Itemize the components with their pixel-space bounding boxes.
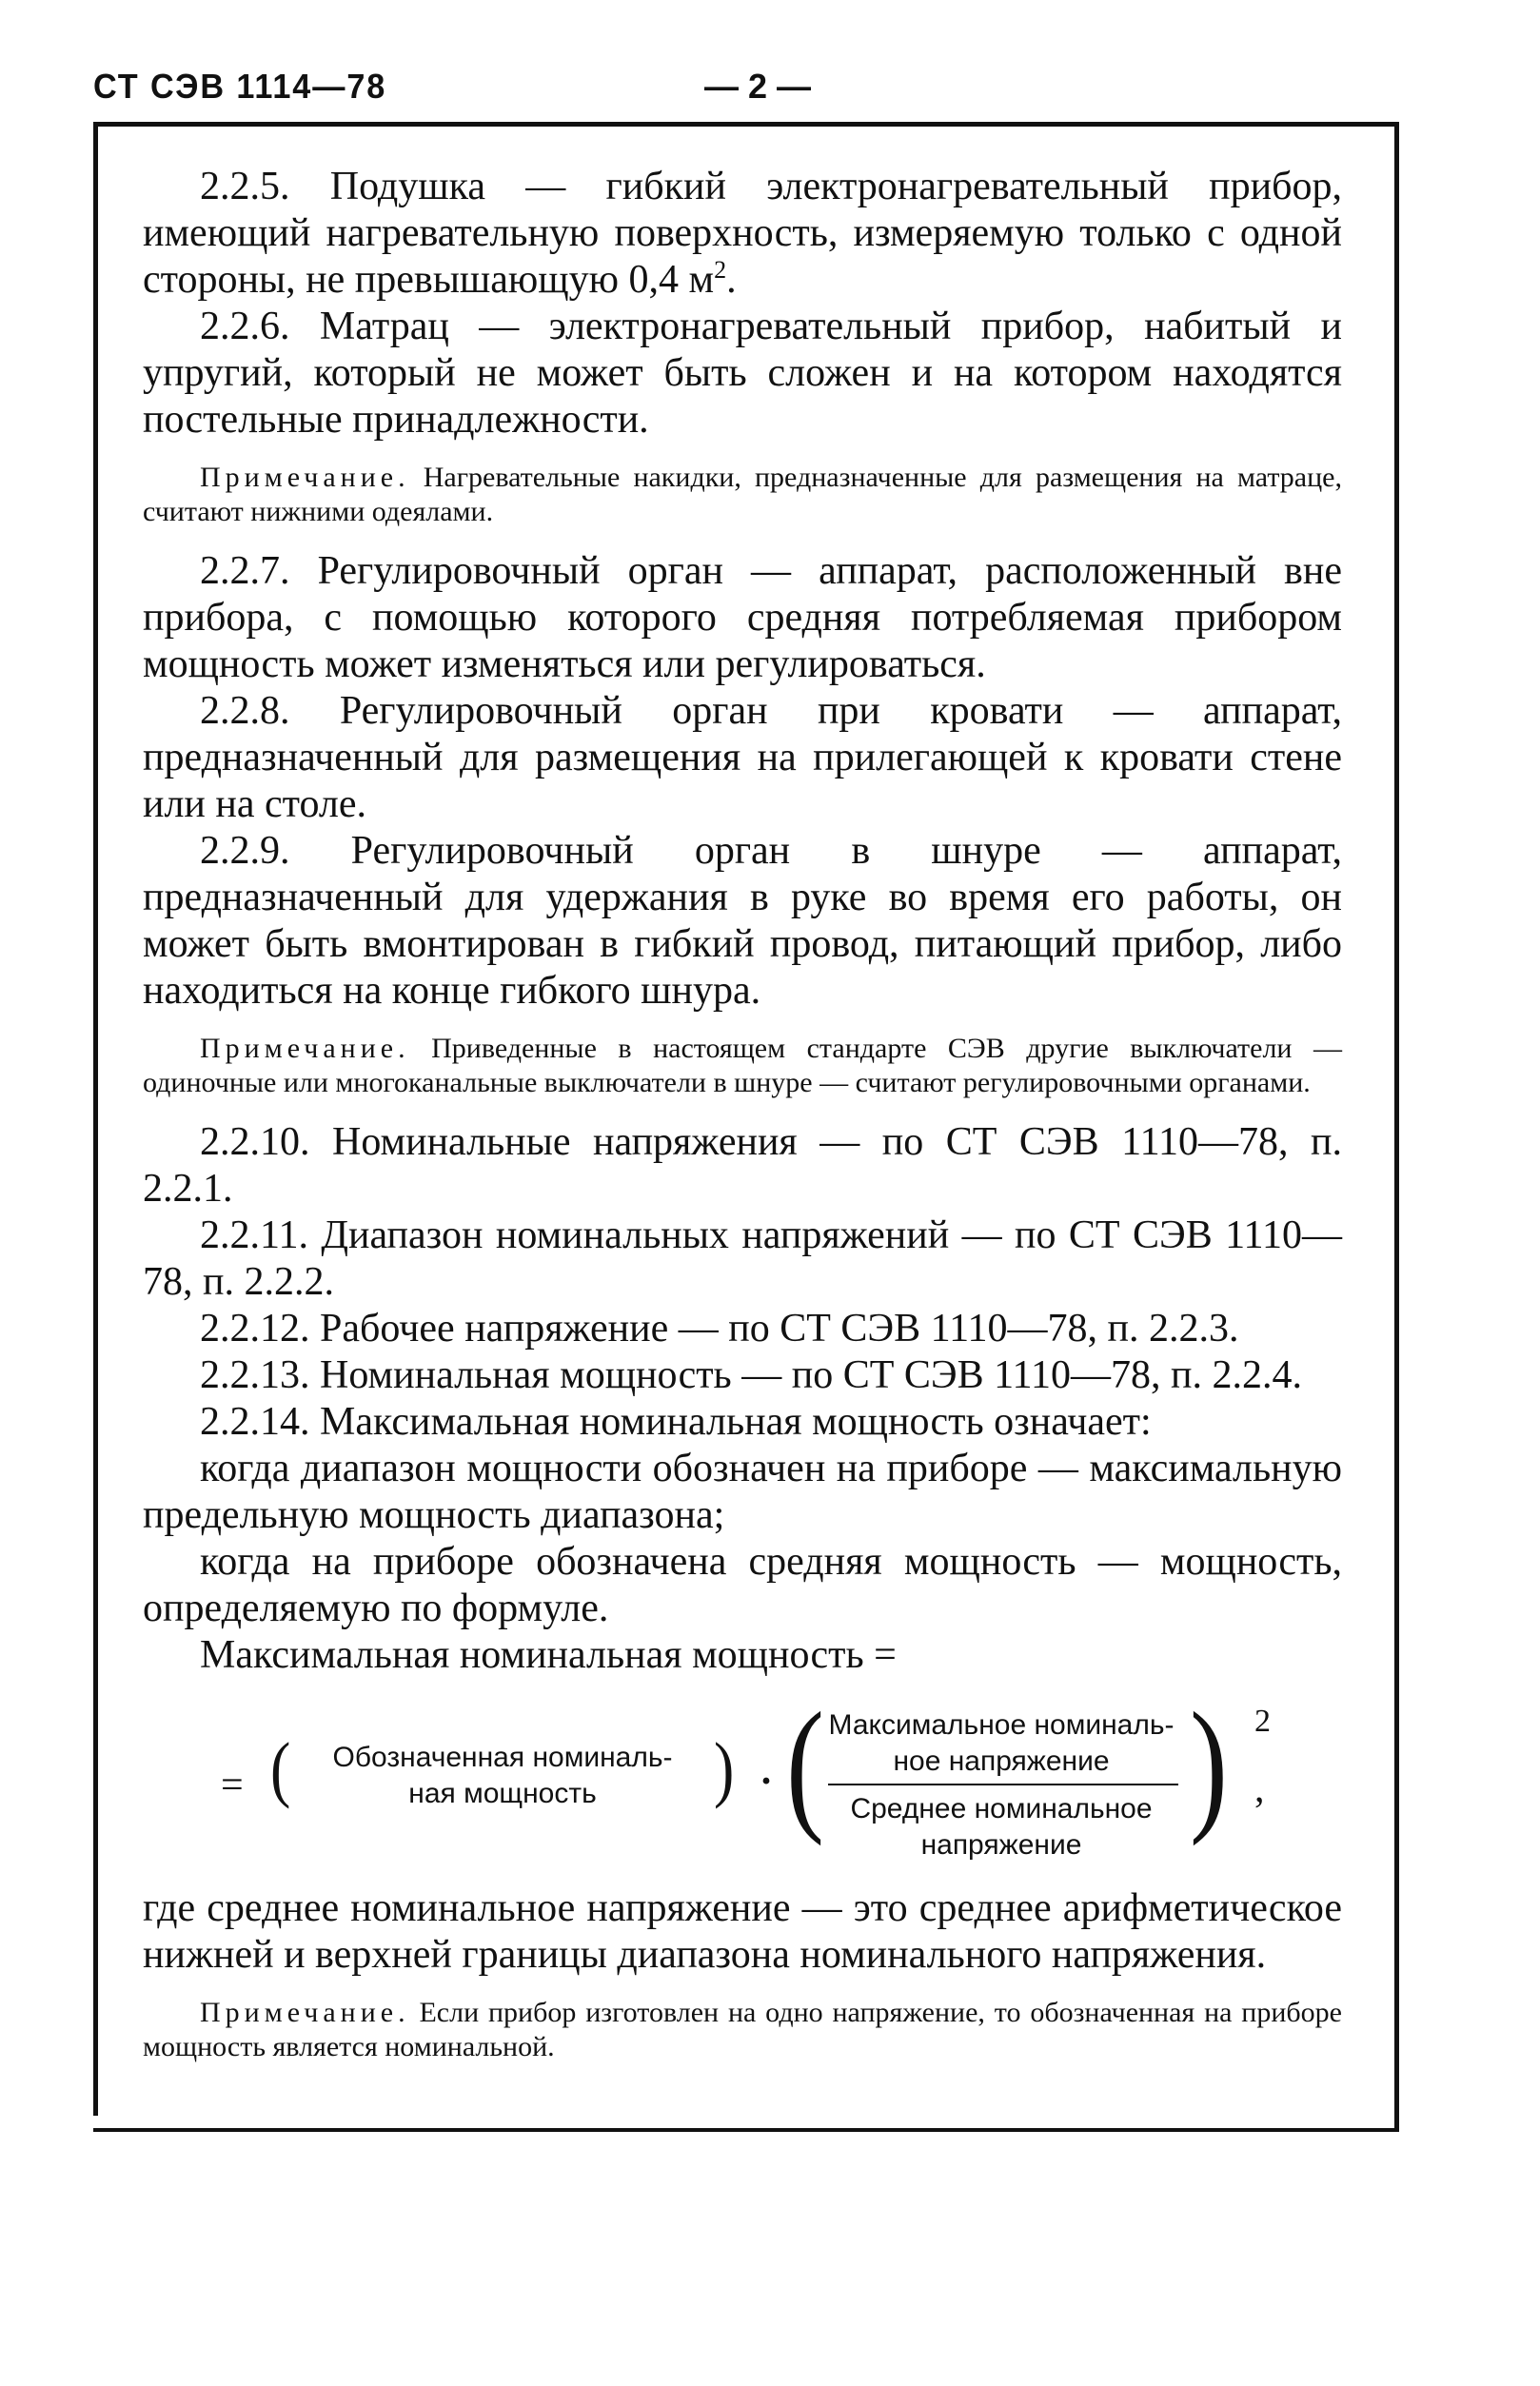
note-label: Примечание. bbox=[200, 1997, 410, 2028]
formula-denominator: Среднее номинальное напряжение bbox=[850, 1793, 1153, 1861]
frame-right-rule bbox=[1394, 122, 1399, 2130]
formula-explanation: где среднее номинальное напряжение — это среднее арифметическое нижней и верхней границы диапазона номинального напряжения. bbox=[143, 1886, 1342, 1977]
right-paren: ) bbox=[714, 1727, 735, 1809]
frame-bottom-rule bbox=[93, 2128, 1399, 2132]
formula-numerator: Максимальное номиналь- ное напряжение bbox=[828, 1709, 1175, 1777]
standard-code: СТ СЭВ 1114—78 bbox=[93, 67, 387, 106]
frame-top-rule bbox=[93, 122, 1399, 127]
clause-2-2-5: 2.2.5. Подушка — гибкий электронагревательный прибор, имеющий нагревательную поверхность, измеряемую только с одной стороны, не превышающую 0,4 $м^2$. bbox=[143, 165, 1342, 302]
clause-2-2-7: 2.2.7. Регулировочный орган — аппарат, расположенный вне прибора, с помощью которого средняя потребляемая прибором мощность может изменяться или регулироваться. bbox=[143, 549, 1342, 686]
note-label: Примечание. bbox=[200, 1033, 410, 1064]
clause-2-2-14-case-b: когда на приборе обозначена средняя мощность — мощность, определяемую по формуле. bbox=[143, 1540, 1342, 1630]
formula-exponent: 2 bbox=[1254, 1704, 1271, 1739]
frame-left-rule bbox=[93, 122, 98, 2116]
formula-lead: Максимальная номинальная мощность = bbox=[200, 1633, 897, 1677]
large-left-paren: ( bbox=[786, 1681, 824, 1846]
clause-2-2-9: 2.2.9. Регулировочный орган в шнуре — аппарат, предназначенный для удержания в руке во время его работы, он может быть вмонтирован в гибкий провод, питающий прибор, либо находиться на конце гибкого шнура. bbox=[143, 829, 1342, 1013]
clause-2-2-10: 2.2.10. Номинальные напряжения — по СТ СЭВ 1110—78, п. 2.2.1. bbox=[143, 1120, 1342, 1211]
clause-2-2-6: 2.2.6. Матрац — электронагревательный прибор, набитый и упругий, который не может быть сложен и на котором находятся постельные принадлежности. bbox=[143, 305, 1342, 442]
note-1: Примечание. Нагревательные накидки, предназначенные для размещения на матраце, считают нижними одеялами. bbox=[143, 462, 1342, 527]
note-2: Примечание. Приведенные в настоящем стандарте СЭВ другие выключатели — одиночные или многоканальные выключатели в шнуре — считают регулировочными органами. bbox=[143, 1033, 1342, 1098]
left-paren: ( bbox=[270, 1727, 291, 1809]
page-number: — 2 — bbox=[704, 67, 812, 106]
power-formula bbox=[143, 1681, 1342, 1864]
clause-2-2-14-case-a: когда диапазон мощности обозначен на приборе — максимальную предельную мощность диапазона; bbox=[143, 1447, 1342, 1537]
note-label: Примечание. bbox=[200, 462, 410, 493]
formula-equals: = bbox=[221, 1764, 244, 1807]
clause-2-2-11: 2.2.11. Диапазон номинальных напряжений — по СТ СЭВ 1110—78, п. 2.2.2. bbox=[143, 1213, 1342, 1304]
note-3: Примечание. Если прибор изготовлен на одно напряжение, то обозначенная на приборе мощность является номинальной. bbox=[143, 1997, 1342, 2062]
clause-2-2-14: 2.2.14. Максимальная номинальная мощность означает: bbox=[200, 1400, 1152, 1444]
large-right-paren: ) bbox=[1190, 1681, 1228, 1846]
clause-2-2-12: 2.2.12. Рабочее напряжение — по СТ СЭВ 1110—78, п. 2.2.3. bbox=[200, 1307, 1239, 1351]
document-body bbox=[143, 164, 1342, 2083]
formula-rated-power: Обозначенная номиналь- ная мощность bbox=[332, 1742, 673, 1809]
formula-comma: , bbox=[1254, 1767, 1265, 1811]
clause-2-2-8: 2.2.8. Регулировочный орган при кровати — аппарат, предназначенный для размещения на прилегающей к кровати стене или на столе. bbox=[143, 689, 1342, 826]
multiply-dot: · bbox=[760, 1760, 774, 1804]
fraction-bar bbox=[828, 1784, 1178, 1785]
clause-2-2-13: 2.2.13. Номинальная мощность — по СТ СЭВ 1110—78, п. 2.2.4. bbox=[200, 1353, 1302, 1397]
superscript-2: 2 bbox=[714, 256, 727, 284]
